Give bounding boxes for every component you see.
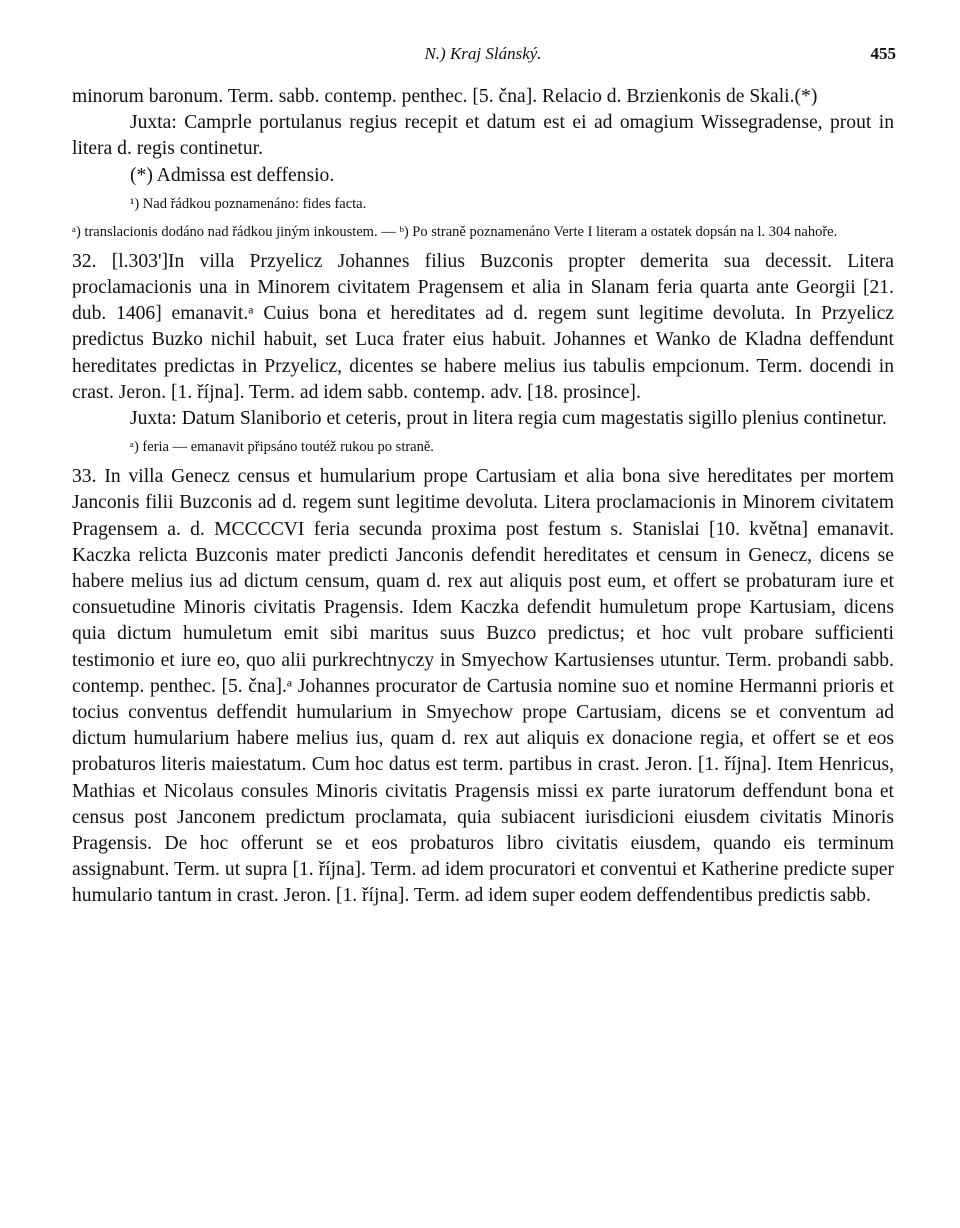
entry-32 bbox=[72, 249, 894, 432]
entry-33-text: 33. In villa Genecz census et humularium prope Cartusiam et alia bona sive hereditates per mortem Janconis filii Buzconis ad d. regem sunt legitime devoluta. Litera proclamacionis in Minorem civitatem Pragensem a. d. MCCCCVI feria secunda proxima post festum s. Stanislai [10. května] emanavit. Kaczka relicta Buzconis mater predicti Janconis defendit hereditates et censum in Genecz, dicens se habere melius ius ad dictum censum, quam d. rex aut aliquis post eum, et offert se probaturam iure et consuetudine Minoris civitatis Pragensis. Idem Kaczka defendit humuletum prope Kartusiam, dicens quia dictum humuletum emit sibi maritus suus Buzco predictus; et hoc vult probare sufficienti testimonio et iure eo, quo alii purkrechtnyczy in Smyechow Kartusienses utuntur. Term. probandi sabb. contemp. penthec. [5. čna].ᵃ Johannes procurator de Cartusia nomine suo et nomine Hermanni prioris et tocius conventus deffendit humularium in Smyechow prope Cartusiam, dicens se et conventum ad dictum humularium habere melius ius, quam d. rex aut aliquis ex donacione regia, et offert se et eos probaturos literis maiestatum. Cum hoc datus est term. partibus in crast. Jeron. [1. října]. Item Henricus, Mathias et Nicolaus consules Minoris civitatis Pragensis missi ex parte iuratorum deffendunt bona et census post Janconem predictum proclamata, quia subiacent iurisdicioni eiusdem civitatis Minoris Pragensis. De hoc offerunt se et eos probaturos libro civitatis eiusdem, quando eis terminum assignabunt. Term. ut supra [1. října]. Term. ad idem procuratori et conventui et Katherine predicte super humulario tantum in crast. Jeron. [1. října]. Term. ad idem super eodem deffendentibus predictis sabb. bbox=[72, 466, 894, 907]
paragraph-continuation: minorum baronum. Term. sabb. contemp. penthec. [5. čna]. Relacio d. Brzienkonis de Skali.(*) bbox=[72, 86, 818, 107]
footnote-1: ¹) Nad řádkou poznamenáno: fides facta. bbox=[130, 195, 367, 212]
document-page bbox=[72, 44, 894, 910]
main-text bbox=[72, 84, 894, 189]
footnote-3: ᵃ) feria — emanavit připsáno toutéž rukou po straně. bbox=[130, 439, 434, 456]
entry-32-text: 32. [l.303']In villa Przyelicz Johannes filius Buzconis propter demerita sua decessit. Litera proclamacionis una in Minorem civitatem Pragensem et alia in Slanam feria quarta ante Georgii [21. dub. 1406] emanavit.ᵃ Cuius bona et hereditates ad d. regem sunt legitime devoluta. In Przyelicz predictus Buzko nichil habuit, set Luca frater eius habuit. Johannes et Wanko de Kladna deffendunt hereditates predictas in Przyelicz, dicentes se habere melius ius tabulis empcionum. Term. docendi in crast. Jeron. [1. října]. Term. ad idem sabb. contemp. adv. [18. prosince]. bbox=[72, 250, 894, 403]
entry-33 bbox=[72, 464, 894, 909]
paragraph-defensio-note: (*) Admissa est deffensio. bbox=[130, 164, 335, 186]
running-title: N.) Kraj Slánský. bbox=[424, 44, 542, 63]
footnote-2: ᵃ) translacionis dodáno nad řádkou jiným inkoustem. — ᵇ) Po straně poznamenáno Verte I literam a ostatek dopsán na l. 304 nahoře. bbox=[72, 223, 838, 240]
entry-32-juxta: Juxta: Datum Slaniborio et ceteris, prout in litera regia cum magestatis sigillo plenius continetur. bbox=[130, 408, 887, 430]
page-header bbox=[72, 44, 894, 84]
page-number: 455 bbox=[870, 44, 896, 63]
paragraph-juxta: Juxta: Camprle portulanus regius recepit et datum est ei ad omagium Wissegradense, prout in litera d. regis continetur. bbox=[72, 112, 894, 160]
